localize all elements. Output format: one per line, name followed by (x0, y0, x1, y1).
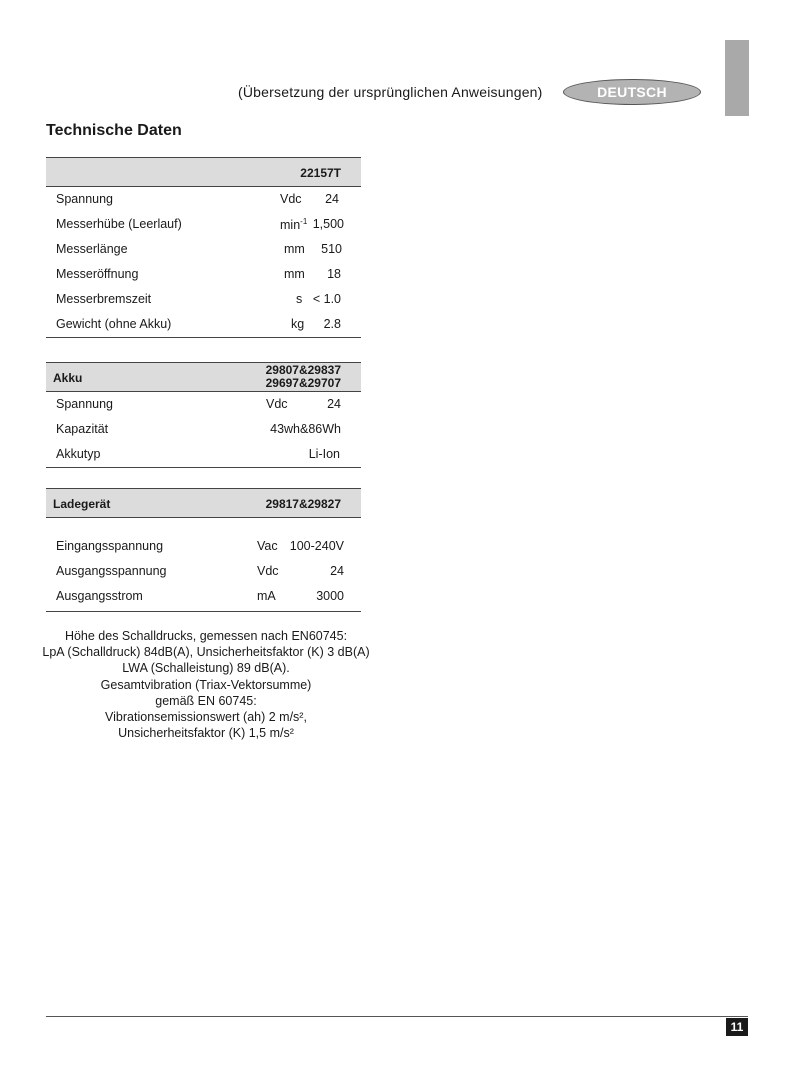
note-line: LWA (Schalleistung) 89 dB(A). (122, 661, 290, 676)
tech-data-header (46, 157, 361, 187)
emission-notes (40, 628, 372, 741)
table-row (46, 417, 361, 442)
battery-title: Akku (53, 371, 83, 385)
row-label: Ausgangsstrom (56, 589, 143, 603)
translation-note: (Übersetzung der ursprünglichen Anweisungen) (238, 84, 543, 100)
language-badge (563, 79, 701, 105)
row-unit: Vdc (280, 192, 302, 206)
note-line: Unsicherheitsfaktor (K) 1,5 m/s² (118, 726, 294, 741)
row-label: Spannung (56, 192, 114, 206)
row-value: 3000 (316, 589, 344, 603)
battery-models (266, 364, 341, 389)
row-unit: Vac (257, 539, 278, 553)
row-value: 24 (327, 397, 341, 411)
row-value: 1,500 (312, 217, 344, 231)
row-label: Messerbremszeit (56, 292, 152, 306)
table-row (46, 287, 361, 312)
table-row (46, 584, 361, 612)
row-value: 510 (321, 242, 342, 256)
row-unit: Vdc (257, 564, 279, 578)
row-label: Kapazität (56, 422, 109, 436)
row-value: 24 (325, 192, 339, 206)
battery-table (46, 362, 361, 468)
row-value: Li-Ion (308, 447, 340, 461)
spacer (46, 518, 361, 534)
language-label: DEUTSCH (597, 84, 667, 100)
note-line: Gesamtvibration (Triax-Vektorsumme) (100, 677, 312, 692)
charger-table (46, 488, 361, 612)
table-row (46, 312, 361, 338)
battery-header (46, 362, 361, 392)
table-row (46, 559, 361, 584)
charger-header (46, 488, 361, 518)
row-label: Eingangsspannung (56, 539, 164, 553)
note-line: Vibrationsemissionswert (ah) 2 m/s², (105, 710, 307, 725)
charger-title: Ladegerät (53, 497, 111, 511)
table-row (46, 212, 361, 237)
row-unit: mm (284, 242, 305, 256)
battery-model-line1: 29807&29837 (265, 363, 341, 377)
row-label: Ausgangsspannung (56, 564, 167, 578)
charger-model: 29817&29827 (265, 497, 341, 511)
row-value: 43wh&86Wh (270, 422, 341, 436)
note-line: gemäß EN 60745: (155, 693, 257, 708)
section-title: Technische Daten (46, 122, 182, 139)
table-row (46, 237, 361, 262)
row-value: 100-240V (289, 539, 344, 553)
row-unit: mm (284, 267, 305, 281)
row-unit: mA (257, 589, 276, 603)
table-row (46, 534, 361, 559)
battery-model-line2: 29697&29707 (265, 375, 341, 390)
unit-superscript: -1 (300, 217, 308, 226)
table-row (46, 442, 361, 468)
model-number: 22157T (300, 166, 341, 180)
row-label: Spannung (56, 397, 114, 411)
table-row (46, 187, 361, 212)
row-value: < 1.0 (312, 292, 341, 306)
row-label: Messerlänge (56, 242, 128, 256)
row-label: Messerhübe (Leerlauf) (56, 217, 182, 231)
row-unit: kg (291, 317, 305, 331)
table-row (46, 392, 361, 417)
page-number: 11 (726, 1018, 748, 1036)
row-label: Messeröffnung (56, 267, 139, 281)
footer-rule (46, 1016, 748, 1017)
side-tab-marker (725, 40, 749, 116)
row-label: Gewicht (ohne Akku) (56, 317, 172, 331)
row-value: 24 (330, 564, 344, 578)
row-unit: s (296, 292, 303, 306)
row-value: 2.8 (323, 317, 341, 331)
row-unit: Vdc (266, 397, 288, 411)
note-line: LpA (Schalldruck) 84dB(A), Unsicherheitsfaktor (K) 3 dB(A) (42, 645, 370, 660)
table-row (46, 262, 361, 287)
row-value: 18 (327, 267, 341, 281)
tech-data-table (46, 157, 361, 338)
row-unit: $\min^{-1}$ (280, 217, 308, 232)
row-label: Akkutyp (56, 447, 101, 461)
note-line: Höhe des Schalldrucks, gemessen nach EN60745: (64, 629, 348, 643)
